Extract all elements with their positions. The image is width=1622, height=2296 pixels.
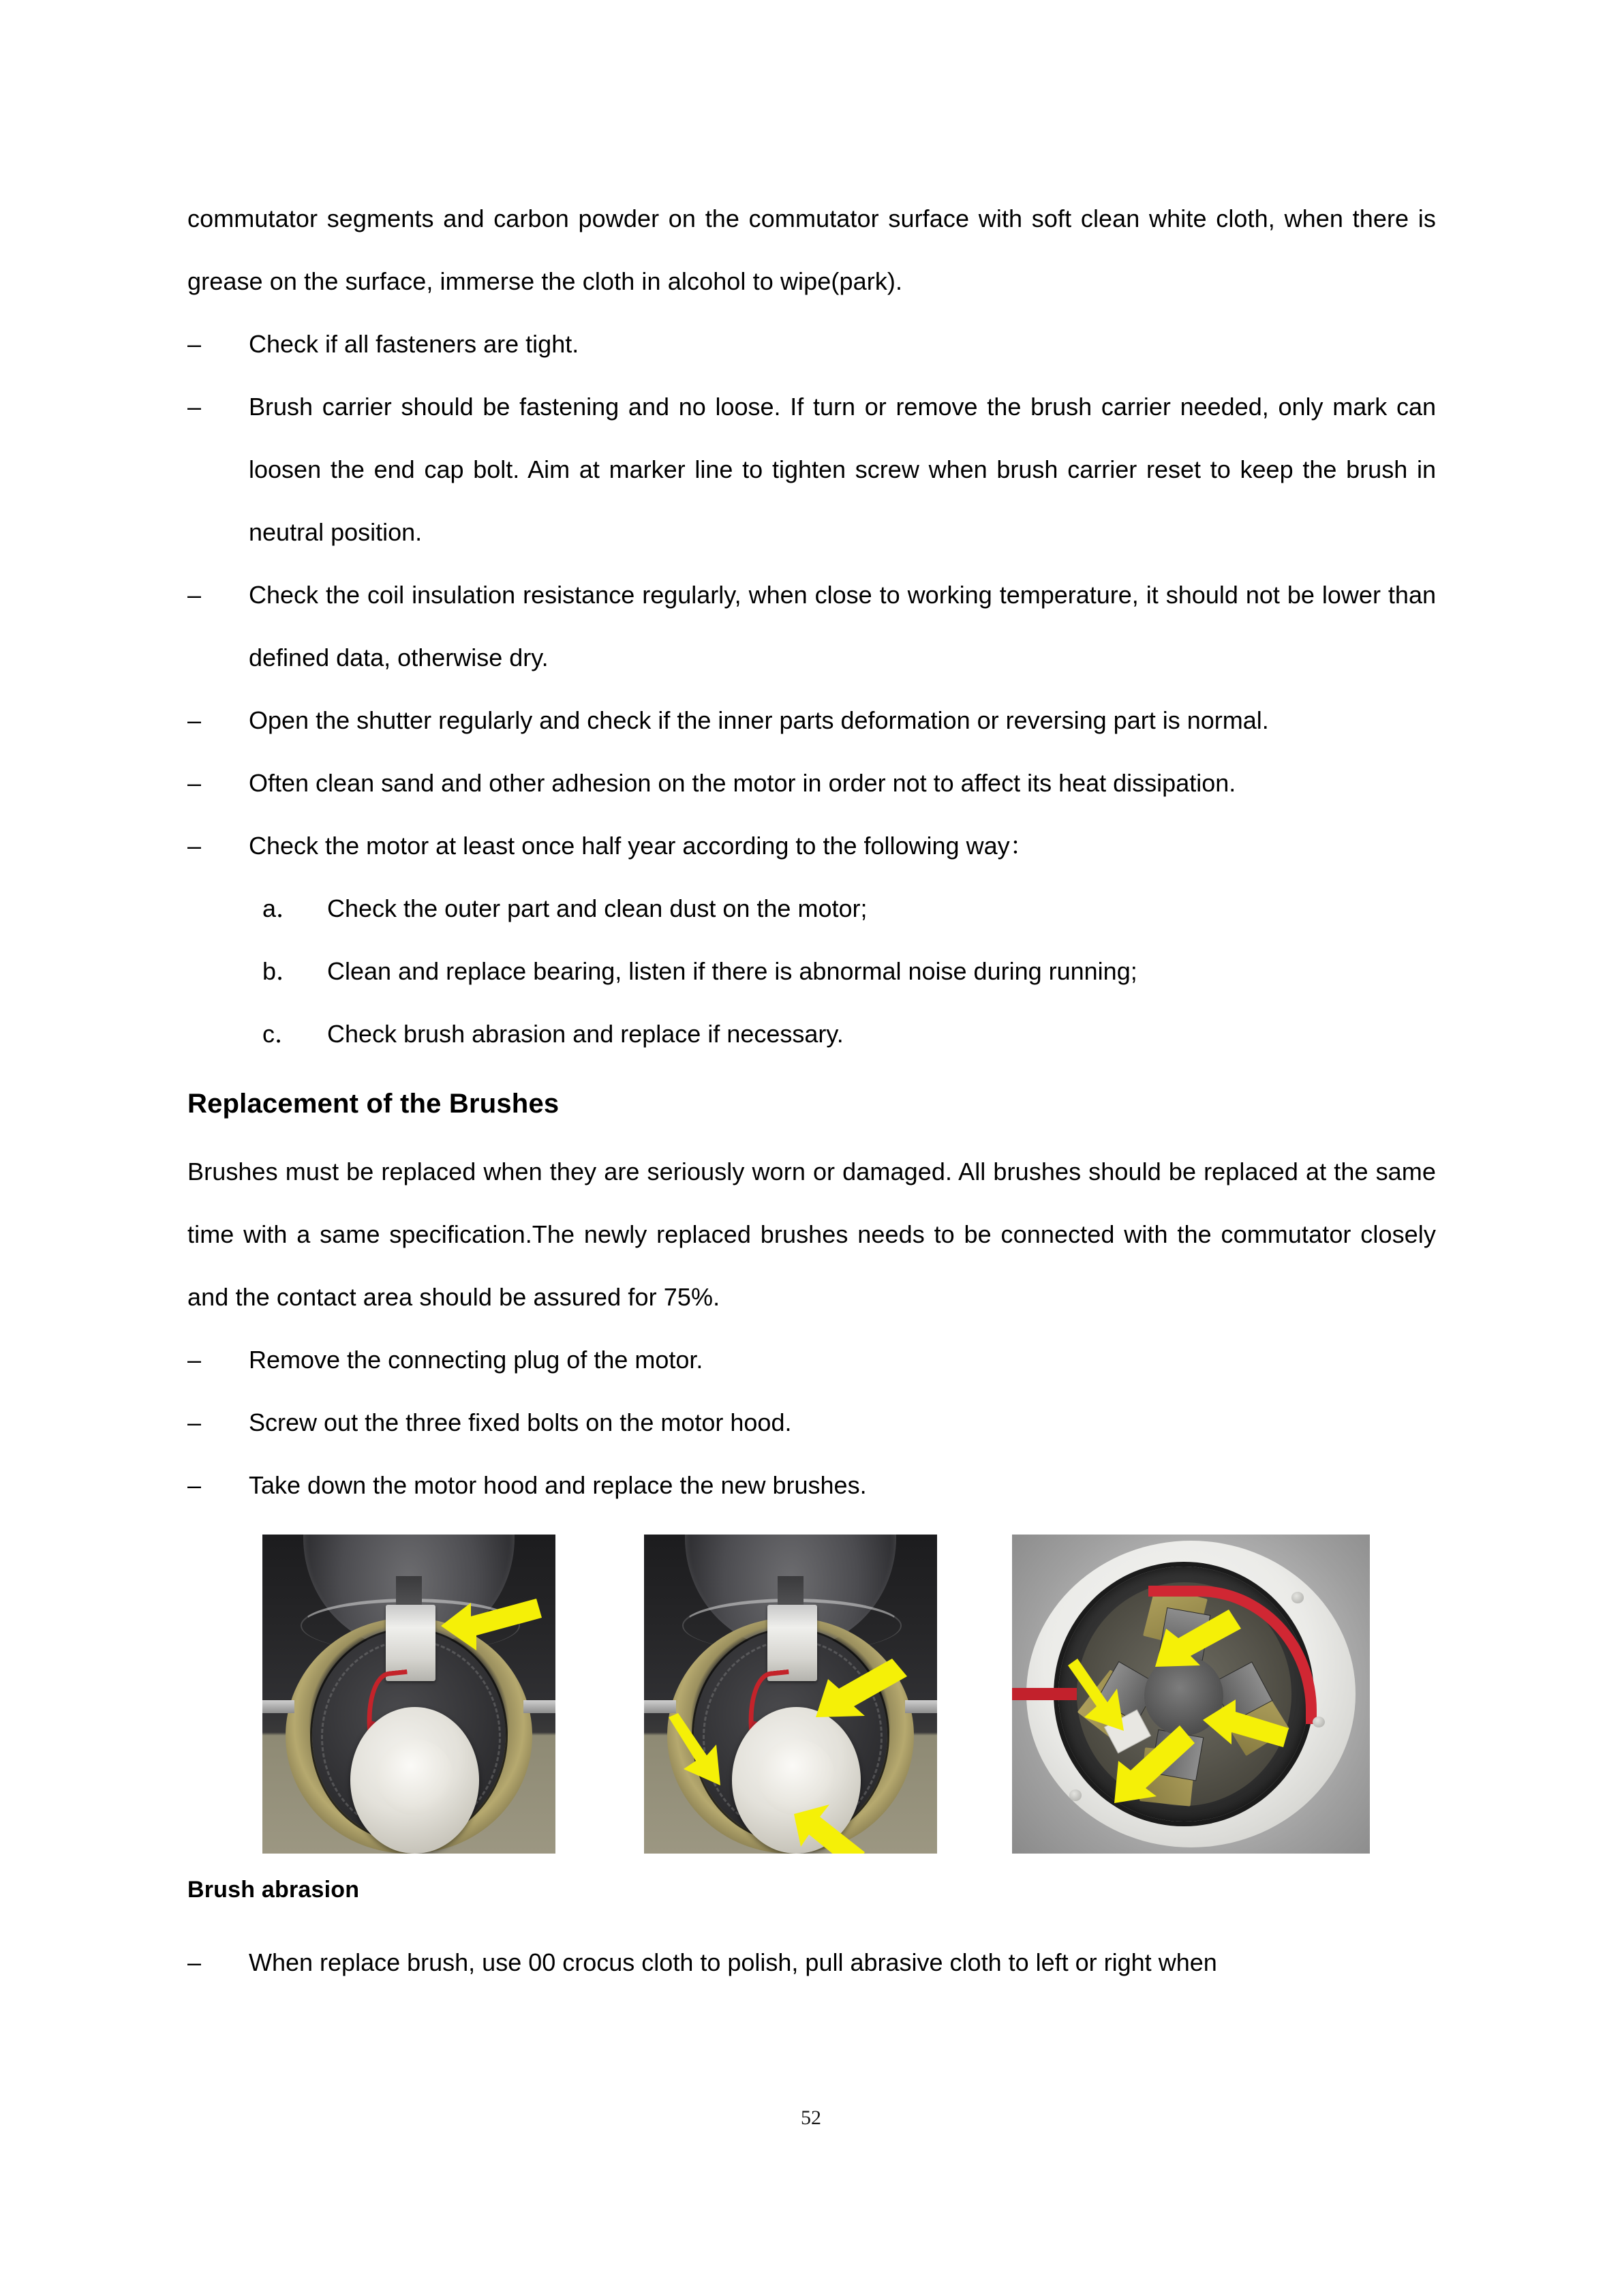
connector-plug-shape [386,1605,435,1681]
checklist-item [187,564,1436,689]
checklist-item [187,689,1436,752]
replacement-step-text: Take down the motor hood and replace the new brushes. [249,1471,867,1499]
connector-plug-shape [767,1605,817,1681]
dash-bullet-icon: – [187,1948,202,1976]
dash-bullet-icon: – [187,393,202,421]
sub-step-item [187,1003,1436,1066]
checklist-item [187,313,1436,376]
checklist-item [187,815,1436,877]
shaft-right-shape [905,1700,937,1713]
replacement-step-text: Remove the connecting plug of the motor. [249,1346,703,1374]
photo-2-scene [644,1535,937,1854]
dash-bullet-icon: – [187,1408,202,1436]
shaft-left-shape [262,1700,294,1713]
figure-row [187,1535,1436,1856]
brush-abrasion-heading [187,1869,1436,1911]
photo-motor-plug [262,1535,555,1854]
sub-step-text: Check brush abrasion and replace if necessary. [327,1020,844,1048]
section-heading: Replacement of the Brushes [187,1089,560,1119]
page-number: 52 [801,2106,821,2129]
dash-bullet-icon: – [187,1346,202,1374]
photo-1-scene [262,1535,555,1854]
checklist-item [187,376,1436,564]
photo-brush-ring [1012,1535,1370,1854]
brush-abrasion-heading-text: Brush abrasion [187,1877,360,1903]
sub-step-marker: c． [262,1020,300,1048]
shaft-right-shape [523,1700,555,1713]
motor-hood-shape [732,1707,861,1854]
dash-bullet-icon: – [187,330,202,358]
sub-step-item [187,940,1436,1003]
photo-motor-bolts [644,1535,937,1854]
dash-bullet-icon: – [187,1471,202,1499]
checklist-item-text: Brush carrier should be fastening and no loose. If turn or remove the brush carrier needed, only mark can loosen the end cap bolt. Aim at marker line to tighten screw when brush carrier reset to keep the brush in neutral position. [249,393,1436,546]
checklist-item-text: Open the shutter regularly and check if the inner parts deformation or reversing part is normal. [249,706,1269,734]
replacement-step-text: Screw out the three fixed bolts on the motor hood. [249,1408,792,1436]
section-intro-paragraph: Brushes must be replaced when they are seriously worn or damaged. All brushes should be replaced at the same time with a same specification.The newly replaced brushes needs to be connected with the commutator closely and the contact area should be assured for 75%. [187,1158,1436,1311]
checklist-item-text: Often clean sand and other adhesion on the motor in order not to affect its heat dissipation. [249,769,1236,797]
sub-step-item [187,877,1436,940]
checklist-item-text: Check the motor at least once half year according to the following way： [249,832,1035,860]
checklist-item-text: Check the coil insulation resistance regularly, when close to working temperature, it should not be lower than defined data, otherwise dry. [249,581,1436,671]
shaft-left-shape [644,1700,676,1713]
sub-step-text: Check the outer part and clean dust on the motor; [327,894,868,922]
replacement-step-item [187,1454,1436,1517]
checklist-item [187,752,1436,815]
screw-shape [1069,1789,1082,1800]
dash-bullet-icon: – [187,581,202,609]
abrasion-step-text: When replace brush, use 00 crocus cloth to polish, pull abrasive cloth to left or right when [249,1948,1217,1976]
dash-bullet-icon: – [187,832,202,860]
abrasion-step-item [187,1931,1436,1994]
replacement-step-item [187,1391,1436,1454]
screw-shape [1291,1592,1304,1603]
sub-step-text: Clean and replace bearing, listen if there is abnormal noise during running; [327,957,1137,985]
checklist-item-text: Check if all fasteners are tight. [249,330,579,358]
page-content [187,187,1436,1994]
sub-step-marker: b． [262,957,301,985]
brush-shape [1151,1729,1204,1781]
replacement-step-item [187,1329,1436,1391]
red-cable-stub-shape [1012,1688,1077,1701]
continued-paragraph: commutator segments and carbon powder on the commutator surface with soft clean white cloth, when there is grease on the surface, immerse the cloth in alcohol to wipe(park). [187,205,1436,295]
sub-step-marker: a． [262,894,301,922]
dash-bullet-icon: – [187,769,202,797]
dash-bullet-icon: – [187,706,202,734]
photo-3-scene [1012,1535,1370,1854]
motor-hood-shape [350,1707,479,1854]
